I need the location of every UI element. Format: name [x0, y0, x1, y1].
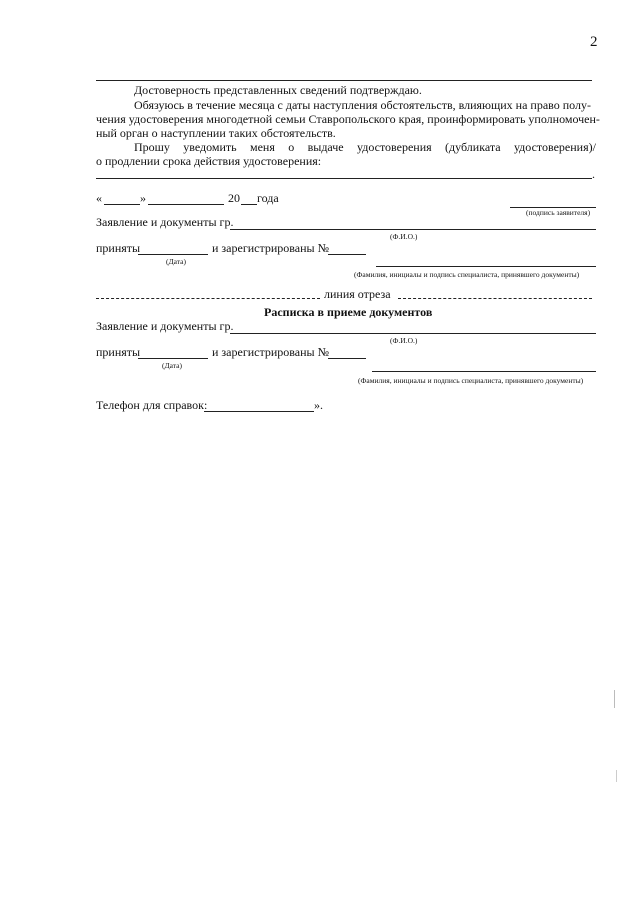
date-caption: (Дата): [166, 257, 186, 266]
receipt-registration-number-field[interactable]: [328, 358, 366, 359]
statement-label: Заявление и документы гр.: [96, 215, 234, 229]
registration-number-field[interactable]: [328, 254, 366, 255]
request-word: удостоверения)/: [513, 140, 596, 154]
request-word: о: [288, 140, 295, 154]
obligation-line-3: ный орган о наступлении таких обстоятельств.: [96, 126, 336, 140]
date-close-quote: »: [140, 191, 146, 205]
request-line-1: [134, 140, 596, 154]
day-field[interactable]: [104, 204, 140, 205]
year-prefix: 20: [228, 191, 240, 205]
registered-label: и зарегистрированы №: [212, 241, 330, 255]
accepted-date-field[interactable]: [138, 254, 208, 255]
year-suffix: года: [257, 191, 279, 205]
request-word: выдаче: [307, 140, 344, 154]
receipt-fio-caption: (Ф.И.О.): [390, 336, 418, 345]
receipt-accepted-label: приняты: [96, 345, 141, 359]
phone-field[interactable]: [204, 411, 314, 412]
cut-line-left: [96, 298, 320, 299]
fio-caption: (Ф.И.О.): [390, 232, 418, 241]
receipt-title: Расписка в приеме документов: [264, 305, 433, 319]
obligation-line-2: чения удостоверения многодетной семьи Ставропольского края, проинформировать уполномочен-: [96, 112, 600, 126]
request-word: меня: [250, 140, 275, 154]
top-rule: [96, 80, 592, 81]
request-word: Прошу: [134, 140, 170, 154]
request-word: (дубликата: [445, 140, 501, 154]
date-open-quote: «: [96, 191, 102, 205]
specialist-caption: (Фамилия, инициалы и подпись специалиста, принявшего документы): [354, 270, 580, 279]
request-word: удостоверения: [357, 140, 432, 154]
confirm-text: Достоверность представленных сведений подтверждаю.: [134, 83, 422, 97]
obligation-line-1: Обязуюсь в течение месяца с даты наступления обстоятельств, влияющих на право полу-: [134, 98, 592, 112]
cut-line-label: линия отреза: [324, 287, 391, 301]
request-line-2: о продлении срока действия удостоверения:: [96, 154, 322, 168]
applicant-signature-caption: (подпись заявителя): [526, 208, 591, 217]
phone-label: Телефон для справок:: [96, 398, 208, 412]
fio-field[interactable]: [230, 229, 596, 230]
request-word: уведомить: [183, 140, 237, 154]
month-field[interactable]: [148, 204, 224, 205]
specialist-signature-line[interactable]: [376, 266, 596, 267]
receipt-specialist-signature-line[interactable]: [372, 371, 596, 372]
receipt-registered-label: и зарегистрированы №: [212, 345, 330, 359]
receipt-date-caption: (Дата): [162, 361, 182, 370]
cut-line-right: [398, 298, 592, 299]
scan-artifact-mark: [614, 690, 615, 708]
accepted-label: приняты: [96, 241, 141, 255]
receipt-specialist-caption: (Фамилия, инициалы и подпись специалиста, принявшего документы): [358, 376, 584, 385]
year-field[interactable]: [241, 204, 257, 205]
phone-suffix: ».: [314, 398, 323, 412]
scan-artifact-mark: [616, 770, 617, 782]
request-fill-line: [96, 178, 592, 179]
receipt-accepted-date-field[interactable]: [138, 358, 208, 359]
request-period: .: [592, 167, 595, 181]
page-number: 2: [590, 34, 598, 50]
receipt-statement-label: Заявление и документы гр.: [96, 319, 234, 333]
receipt-fio-field[interactable]: [230, 333, 596, 334]
